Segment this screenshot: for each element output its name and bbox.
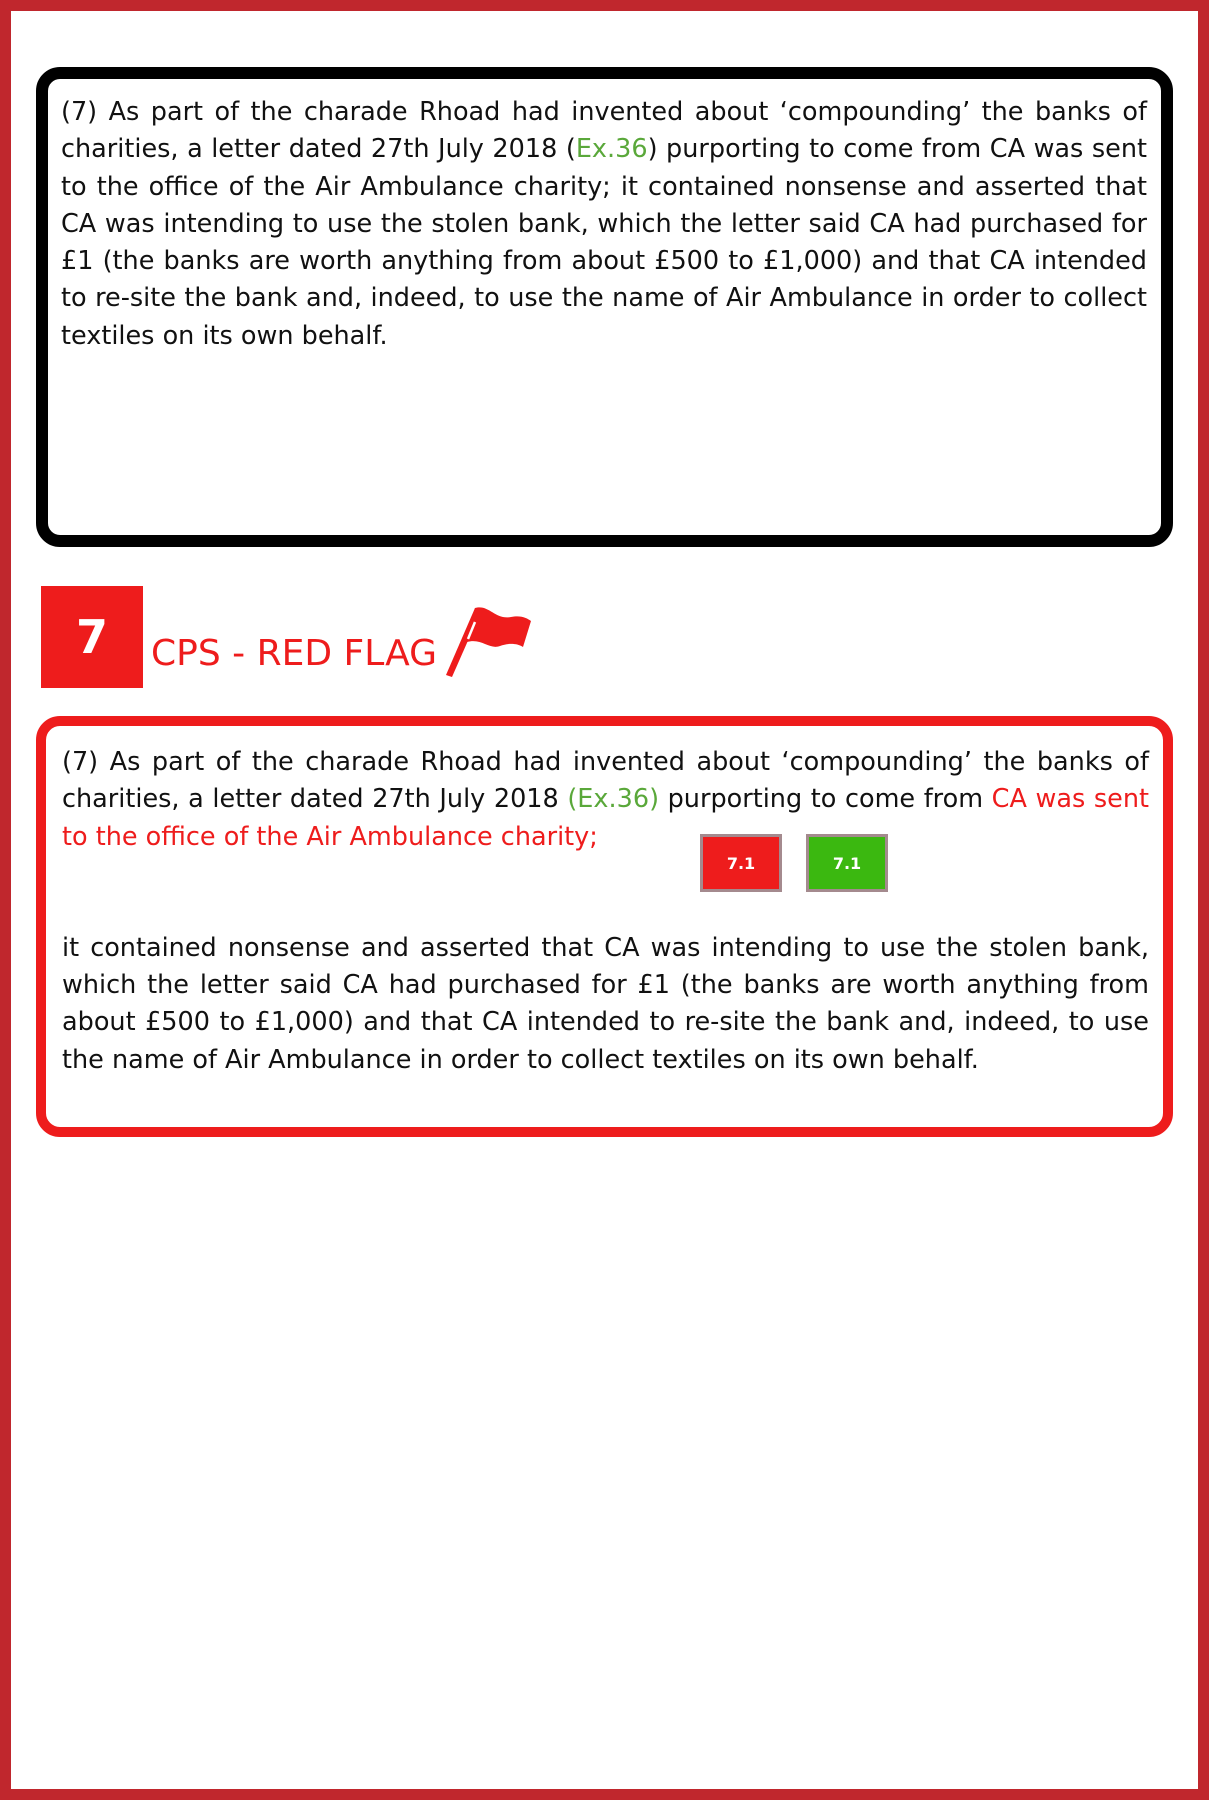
quote-lead: (7) As part of the charade Rhoad had invented about ‘compounding’ the banks of charities, a letter dated 27th July 2018 ( (61, 97, 1147, 165)
flagged-second-paragraph: it contained nonsense and asserted that CA was intending to use the stolen bank, which the letter said CA had purchased for £1 (the banks are worth anything from about £500 to £1,000) and that CA intended to re-site the bank and, indeed, to use the name of Air Ambulance in order to collect textiles on its own behalf. (62, 932, 1149, 1075)
exhibit-reference[interactable]: (Ex.36) (567, 784, 660, 815)
flagged-quote-text (62, 744, 1149, 856)
exhibit-reference[interactable]: Ex.36 (575, 134, 648, 165)
original-quote-text (61, 94, 1147, 355)
original-quote-box (36, 67, 1173, 547)
flag-badge-green[interactable]: 7.1 (806, 834, 888, 892)
flagged-highlight: CA was sent to the office of the Air Ambulance charity; (62, 784, 1149, 852)
red-flag-box (36, 716, 1173, 1137)
flag-badge-red[interactable]: 7.1 (700, 834, 782, 892)
flagged-mid: purporting to come from (659, 784, 992, 815)
section-number-badge: 7 (41, 586, 143, 688)
flag-badges (700, 834, 888, 892)
flagged-lead: (7) As part of the charade Rhoad had invented about ‘compounding’ the banks of charities, a letter dated 27th July 2018 (62, 747, 1149, 815)
section-title: CPS - RED FLAG (151, 633, 437, 674)
red-flag-icon (442, 605, 534, 677)
quote-rest: ) purporting to come from CA was sent to the office of the Air Ambulance charity; it contained nonsense and asserted that CA was intending to use the stolen bank, which the letter said CA had purchased for £1 (the banks are worth anything from about £500 to £1,000) and that CA intended to re-site the bank and, indeed, to use the name of Air Ambulance in order to collect textiles on its own behalf. (61, 134, 1148, 351)
